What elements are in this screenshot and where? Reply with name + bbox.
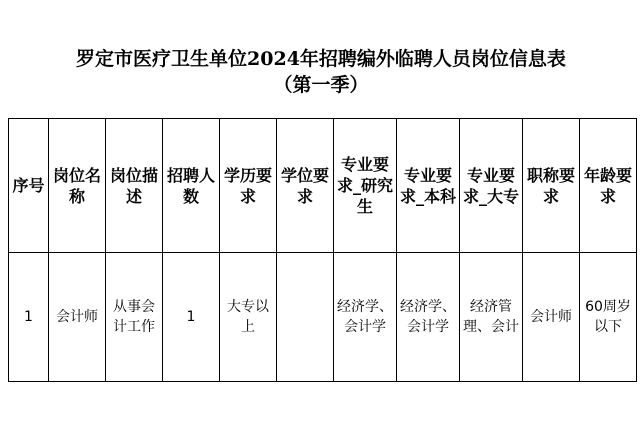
header-cell: 学位要求	[277, 119, 334, 253]
header-cell: 年龄要求	[580, 119, 637, 253]
header-cell: 岗位名称	[49, 119, 106, 253]
page-subtitle: （第一季）	[273, 74, 369, 96]
table-cell: 经济学、会计学	[334, 253, 397, 382]
table-cell: 1	[9, 253, 49, 382]
table-cell: 从事会计工作	[106, 253, 163, 382]
header-cell: 职称要求	[523, 119, 580, 253]
header-cell: 专业要求_研究生	[334, 119, 397, 253]
header-cell: 学历要求	[220, 119, 277, 253]
table-row	[9, 253, 637, 382]
header-cell: 专业要求_本科	[397, 119, 460, 253]
table-cell: 会计师	[49, 253, 106, 382]
table-cell: 经济学、会计学	[397, 253, 460, 382]
table-header-row	[9, 119, 637, 253]
table-cell: 1	[163, 253, 220, 382]
page-title: 罗定市医疗卫生单位2024年招聘编外临聘人员岗位信息表	[76, 48, 566, 70]
table-cell: 会计师	[523, 253, 580, 382]
table-cell	[277, 253, 334, 382]
header-cell: 招聘人数	[163, 119, 220, 253]
header-cell: 专业要求_大专	[460, 119, 523, 253]
table-cell: 大专以上	[220, 253, 277, 382]
job-info-table	[8, 118, 637, 382]
header-cell: 序号	[9, 119, 49, 253]
table-cell: 60周岁以下	[580, 253, 637, 382]
table-cell: 经济管理、会计	[460, 253, 523, 382]
header-cell: 岗位描述	[106, 119, 163, 253]
